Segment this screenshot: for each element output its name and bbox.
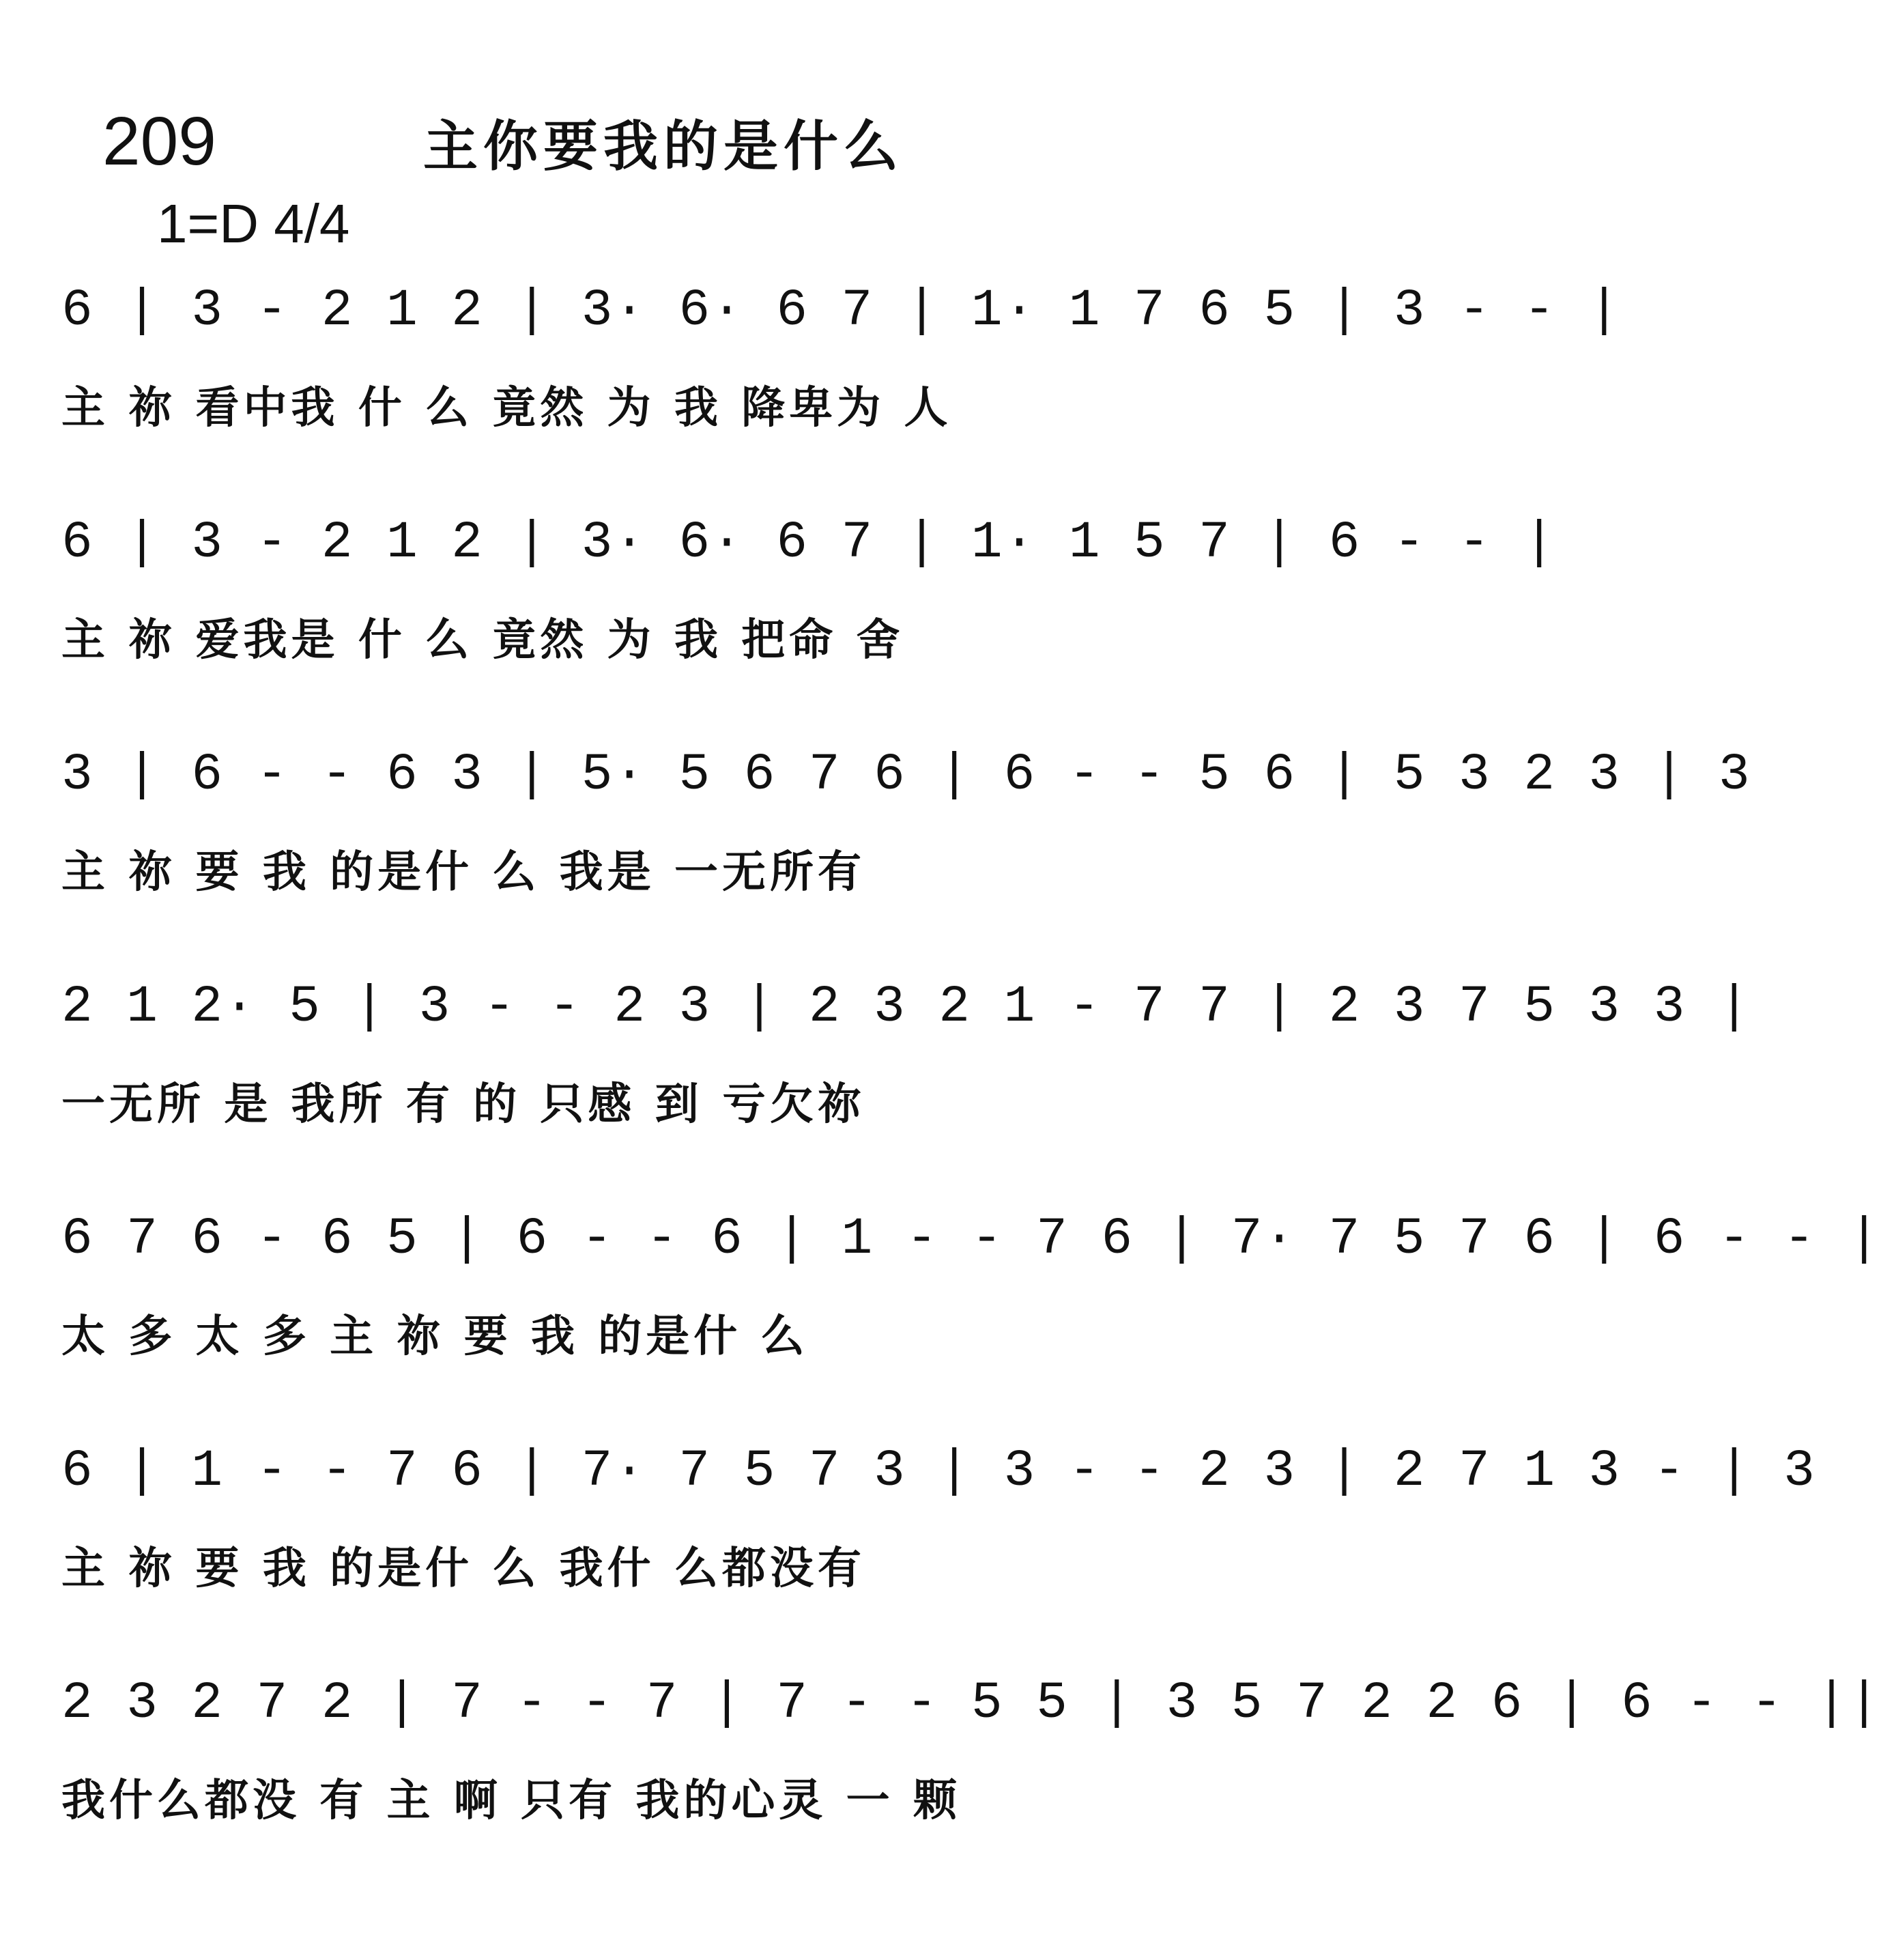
song-number: 209 xyxy=(102,103,216,180)
score-system-2 xyxy=(61,495,1556,671)
score-system-6 xyxy=(61,1423,1816,1600)
notation-line: 3 | 6 - - 6 3 | 5· 5 6 7 6 | 6 - - 5 6 | 5 3 2 3 | 3 xyxy=(61,745,1751,804)
lyrics-line: 主 祢 要 我 的是什 么 我什 么都没有 xyxy=(61,1544,865,1594)
lyrics-line: 主 祢 要 我 的是什 么 我是 一无所有 xyxy=(61,847,865,898)
score-system-3 xyxy=(61,727,1751,903)
notation-line: 6 | 1 - - 7 6 | 7· 7 5 7 3 | 3 - - 2 3 | 2 7 1 3 - | 3 xyxy=(61,1442,1816,1501)
score-system-7 xyxy=(61,1656,1881,1832)
notation-line: 2 1 2· 5 | 3 - - 2 3 | 2 3 2 1 - 7 7 | 2 3 7 5 3 3 | xyxy=(61,978,1751,1036)
lyrics-line: 太 多 太 多 主 祢 要 我 的是什 么 xyxy=(61,1311,809,1362)
song-title: 主你要我的是什么 xyxy=(423,115,904,178)
lyrics-line: 我什么都没 有 主 啊 只有 我的心灵 一 颗 xyxy=(61,1776,961,1826)
lyrics-line: 主 祢 看中我 什 么 竟然 为 我 降卑为 人 xyxy=(61,383,952,434)
notation-line: 6 7 6 - 6 5 | 6 - - 6 | 1 - - 7 6 | 7· 7 5 7 6 | 6 - - | xyxy=(61,1210,1881,1268)
score-system-4 xyxy=(61,959,1751,1135)
score-system-5 xyxy=(61,1191,1881,1367)
notation-line: 6 | 3 - 2 1 2 | 3· 6· 6 7 | 1· 1 7 6 5 | 3 - - | xyxy=(61,281,1622,340)
lyrics-line: 主 祢 爱我是 什 么 竟然 为 我 把命 舍 xyxy=(61,615,904,666)
notation-line: 6 | 3 - 2 1 2 | 3· 6· 6 7 | 1· 1 5 7 | 6 - - | xyxy=(61,513,1556,572)
notation-line: 2 3 2 7 2 | 7 - - 7 | 7 - - 5 5 | 3 5 7 2 2 6 | 6 - - || xyxy=(61,1674,1881,1733)
score-system-1 xyxy=(61,263,1622,439)
lyrics-line: 一无所 是 我所 有 的 只感 到 亏欠祢 xyxy=(61,1079,865,1130)
key-time-signature: 1=D 4/4 xyxy=(157,193,350,254)
